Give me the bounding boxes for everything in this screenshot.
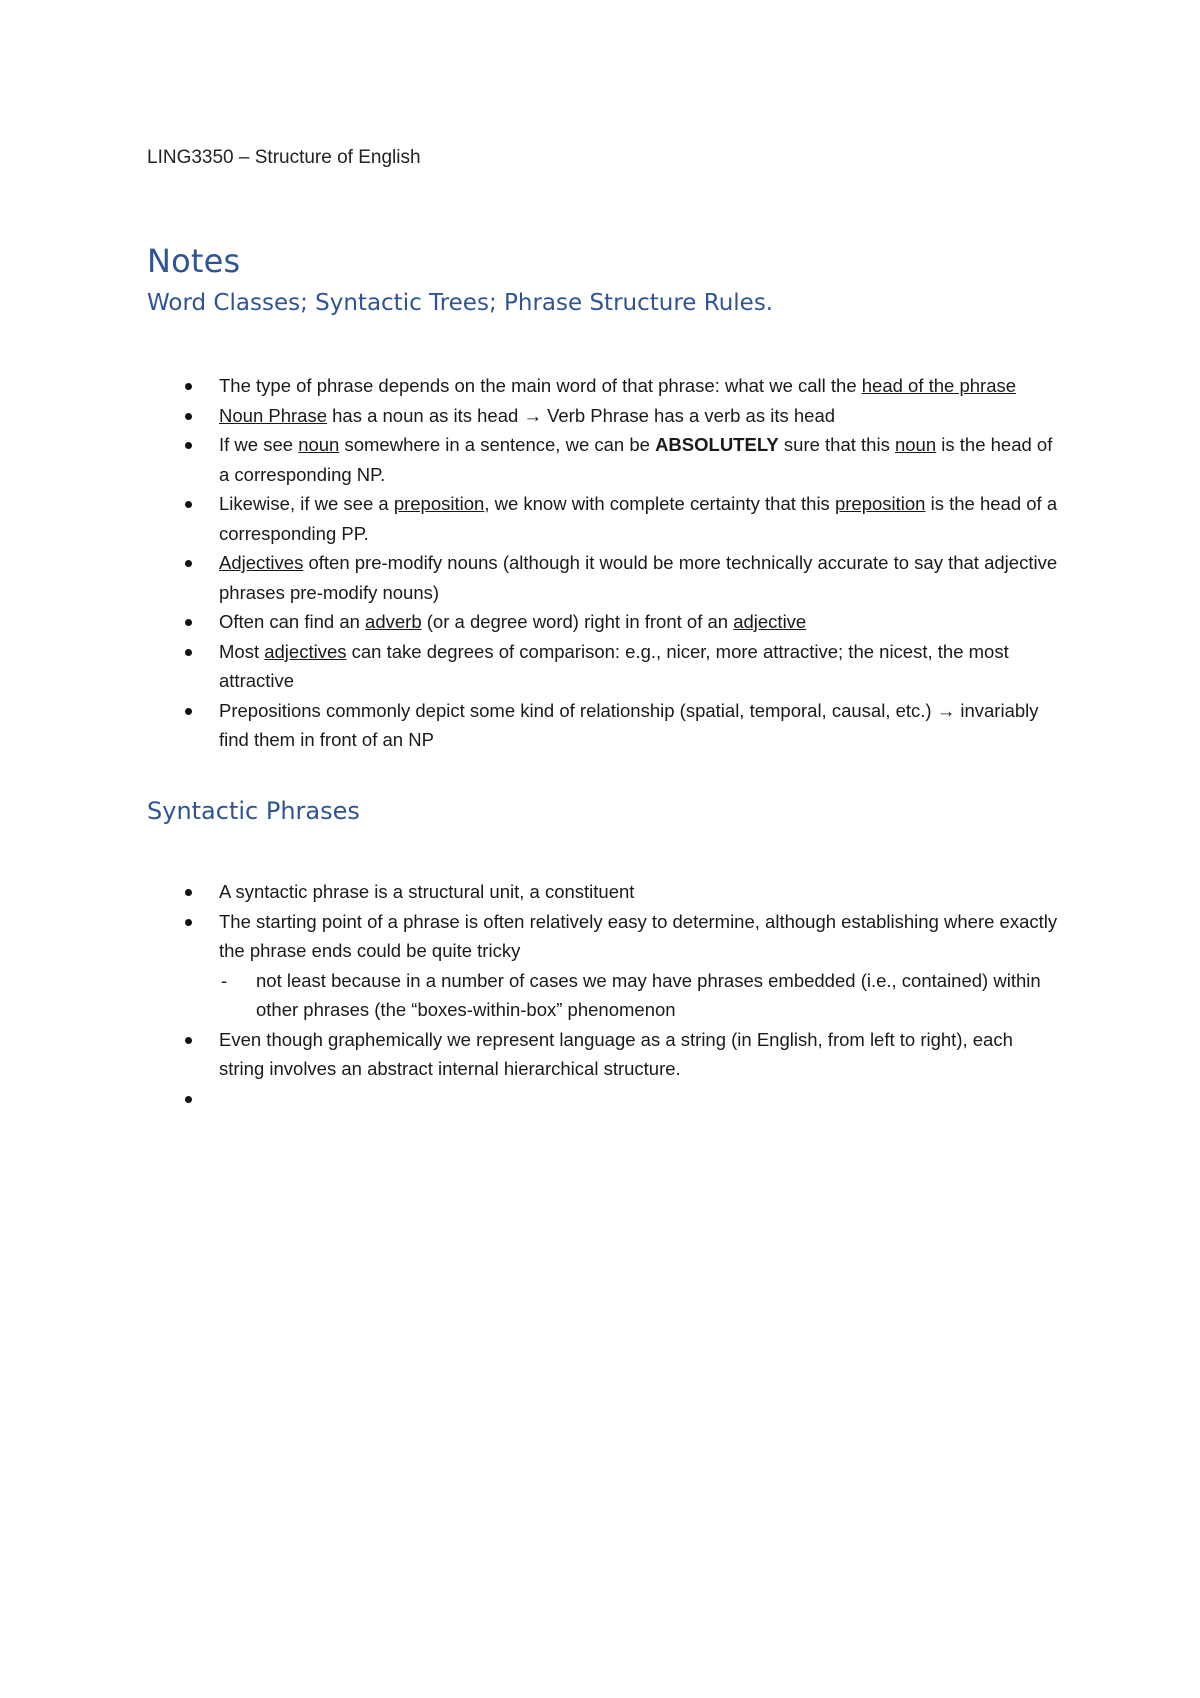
section-heading: Syntactic Phrases [147,797,360,825]
bullet-icon [185,619,192,626]
bullet-icon [185,889,192,896]
list-item: Prepositions commonly depict some kind of relationship (spatial, temporal, causal, etc.) → invariably find them in front of an NP [0,696,1200,755]
empty-list-item[interactable] [0,1084,1200,1114]
bullet-icon [185,1096,192,1103]
notes-list [0,371,1200,755]
syntactic-phrases-list [0,877,1200,1113]
dash-marker: - [221,969,228,991]
bullet-icon [185,919,192,926]
bullet-icon [185,708,192,715]
list-item: Often can find an adverb (or a degree word) right in front of an adjective [0,607,1200,637]
page-subtitle: Word Classes; Syntactic Trees; Phrase Structure Rules. [147,290,774,316]
bullet-icon [185,649,192,656]
bullet-icon [185,560,192,567]
course-header: LING3350 – Structure of English [147,147,421,168]
bullet-icon [185,442,192,449]
sub-list-item: - not least because in a number of cases we may have phrases embedded (i.e., contained) within other phrases (the “boxes-within-box” phenomenon [0,966,1200,1025]
list-item: Even though graphemically we represent language as a string (in English, from left to right), each string involves an abstract internal hierarchical structure. [0,1025,1200,1084]
list-item: A syntactic phrase is a structural unit, a constituent [0,877,1200,907]
list-item: Noun Phrase has a noun as its head → Verb Phrase has a verb as its head [0,401,1200,431]
bullet-icon [185,501,192,508]
list-item: Adjectives often pre-modify nouns (although it would be more technically accurate to say that adjective phrases pre-modify nouns) [0,548,1200,607]
list-item: If we see noun somewhere in a sentence, we can be ABSOLUTELY sure that this noun is the head of a corresponding NP. [0,430,1200,489]
bullet-icon [185,1037,192,1044]
arrow-right-icon: → [936,699,956,721]
list-item: Likewise, if we see a preposition, we know with complete certainty that this preposition is the head of a corresponding PP. [0,489,1200,548]
list-item: The starting point of a phrase is often relatively easy to determine, although establishing where exactly the phrase ends could be quite tricky [0,907,1200,966]
list-item: Most adjectives can take degrees of comparison: e.g., nicer, more attractive; the nicest, the most attractive [0,637,1200,696]
bullet-icon [185,383,192,390]
arrow-right-icon: → [523,404,542,426]
bullet-icon [185,413,192,420]
page-title: Notes [147,242,241,280]
list-item: The type of phrase depends on the main word of that phrase: what we call the head of the phrase [0,371,1200,401]
